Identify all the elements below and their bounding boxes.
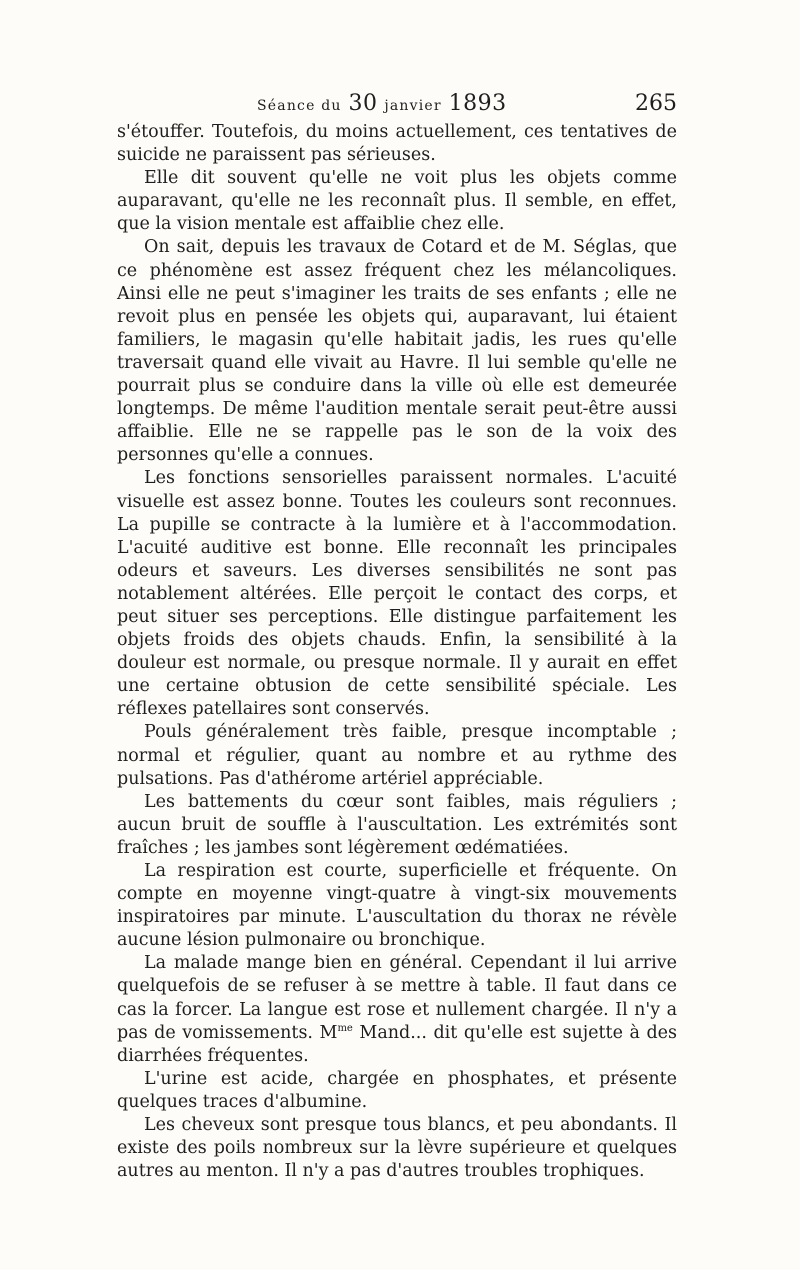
paragraph: Les battements du cœur sont faibles, mais réguliers ; aucun bruit de souffle à l'auscultation. Les extrémités sont fraîches ; les jambes sont légèrement œdématiées. (117, 791, 677, 858)
paragraph: Les fonctions sensorielles paraissent normales. L'acuité visuelle est assez bonne. Toutes les couleurs sont reconnues. La pupille se contracte à la lumière et à l'accommodation. L'acuité auditive est bonne. Elle reconnaît les principales odeurs et saveurs. Les diverses sensibilités ne sont pas notablement altérées. Elle perçoit le contact des corps, et peut situer ses perceptions. Elle distingue parfaitement les objets froids des objets chauds. Enfin, la sensibilité à la douleur est normale, ou presque normale. Il y aurait en effet une certaine obtusion de cette sensibilité spéciale. Les réflexes patellaires sont conservés. (117, 468, 677, 720)
paragraph: Elle dit souvent qu'elle ne voit plus les objets comme auparavant, qu'elle ne les reconnaît plus. Il semble, en effet, que la vision mentale est affaiblie chez elle. (117, 168, 677, 235)
paragraph: Les cheveux sont presque tous blancs, et peu abondants. Il existe des poils nombreux sur la lèvre supérieure et quelques autres au menton. Il n'y a pas d'autres troubles trophiques. (117, 1115, 677, 1182)
paragraph: Pouls généralement très faible, presque incomptable ; normal et régulier, quant au nombre et au rythme des pulsations. Pas d'athérome artériel appréciable. (117, 722, 677, 789)
running-title (257, 91, 507, 116)
title-day: 30 (348, 91, 378, 116)
paragraph: La respiration est courte, superficielle et fréquente. On compte en moyenne vingt-quatre à vingt-six mouvements inspiratoires par minute. L'auscultation du thorax ne révèle aucune lésion pulmonaire ou bronchique. (117, 861, 677, 951)
body-text (117, 121, 677, 1183)
paragraph: L'urine est acide, chargée en phosphates, et présente quelques traces d'albumine. (117, 1068, 677, 1112)
paragraph: s'étouffer. Toutefois, du moins actuellement, ces tentatives de suicide ne paraissent pas sérieuses. (117, 122, 677, 166)
running-header (117, 91, 677, 121)
title-year: 1893 (448, 91, 507, 116)
paragraph-text: Mand... dit qu'elle est sujette à des diarrhées fréquentes. (117, 1022, 677, 1066)
paragraph (117, 952, 677, 1067)
page-number: 265 (635, 91, 677, 116)
paragraph-text: La malade mange bien en général. Cependant il lui arrive quelquefois de se refuser à se mettre à table. Il faut dans ce cas la forcer. La langue est rose et nullement chargée. Il n'y a pas de vomissements. M (117, 953, 677, 1043)
title-word: Séance du (257, 98, 342, 114)
book-page (117, 91, 677, 1183)
paragraph: On sait, depuis les travaux de Cotard et de M. Séglas, que ce phénomène est assez fréquent chez les mélancoliques. Ainsi elle ne peut s'imaginer les traits de ses enfants ; elle ne revoit plus en pensée les objets qui, auparavant, lui étaient familiers, le magasin qu'elle habitait jadis, les rues qu'elle traversait quand elle vivait au Havre. Il lui semble qu'elle ne pourrait plus se conduire dans la ville où elle est demeurée longtemps. De même l'audition mentale serait peut-être aussi affaiblie. Elle ne se rappelle pas le son de la voix des personnes qu'elle a connues. (117, 237, 677, 466)
superscript: me (337, 1022, 353, 1034)
title-month: janvier (384, 98, 442, 114)
